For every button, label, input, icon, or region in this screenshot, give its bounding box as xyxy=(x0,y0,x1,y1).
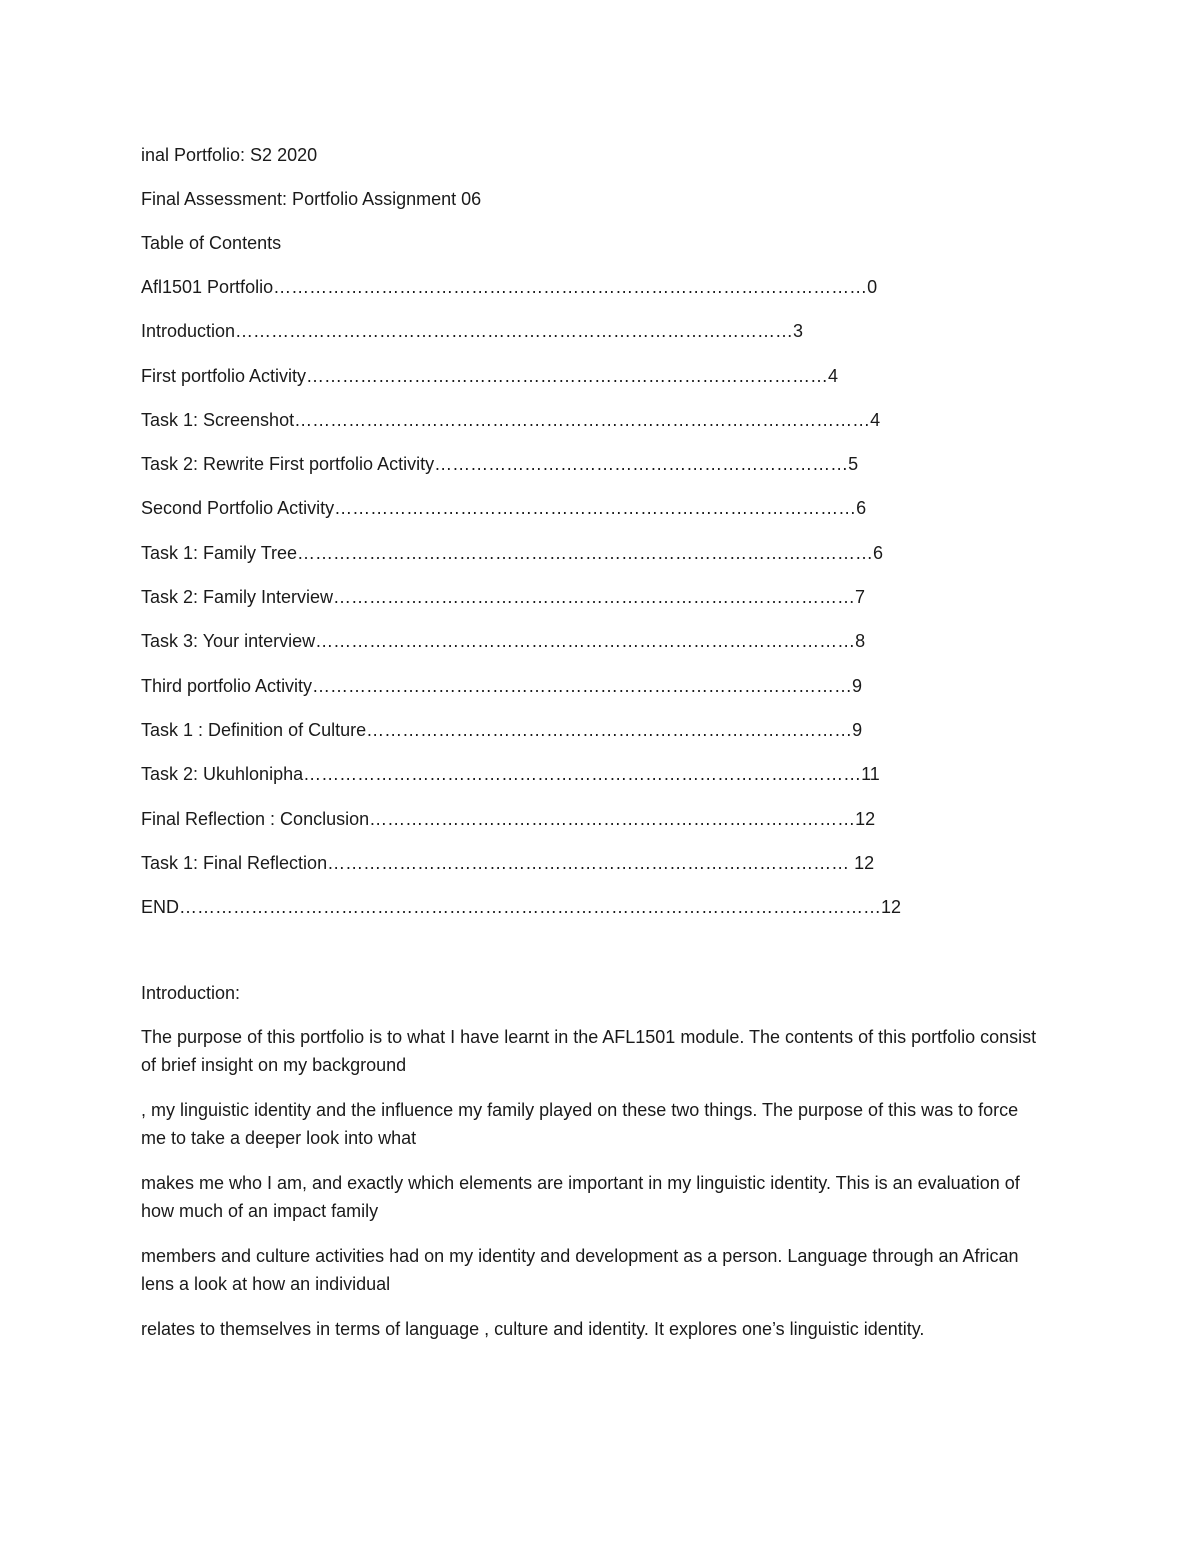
toc-entry: Task 2: Rewrite First portfolio Activity……………………………………………………………5 xyxy=(141,454,859,475)
toc-entry: Introduction…………………………………………………………………………………3 xyxy=(141,321,804,342)
table-of-contents xyxy=(141,273,1051,921)
toc-heading: Table of Contents xyxy=(141,233,282,253)
assessment-title: Final Assessment: Portfolio Assignment 06 xyxy=(141,189,482,209)
introduction-heading: Introduction: xyxy=(141,983,241,1004)
toc-entry: Task 1 : Definition of Culture………………………………………………………………………9 xyxy=(141,719,863,740)
toc-entry: END………………………………………………………………………………………………………12 xyxy=(141,897,902,918)
intro-paragraph: members and culture activities had on my identity and development as a person. Language through an African lens a look at how an individual xyxy=(141,1246,1019,1295)
toc-entry: Task 3: Your interview………………………………………………………………………………8 xyxy=(141,631,866,652)
intro-paragraph: The purpose of this portfolio is to what I have learnt in the AFL1501 module. The contents of this portfolio consist of brief insight on my background xyxy=(141,1027,1037,1076)
toc-entry: Task 2: Family Interview……………………………………………………………………………7 xyxy=(141,587,866,608)
toc-entry: Task 1: Final Reflection…………………………………………………………………………… 12 xyxy=(141,852,875,873)
toc-entry: Afl1501 Portfolio………………………………………………………………………………………0 xyxy=(141,277,878,297)
toc-entry: Task 1: Screenshot……………………………………………………………………………………4 xyxy=(141,409,881,430)
intro-paragraph: makes me who I am, and exactly which elements are important in my linguistic identity. This is an evaluation of how much of an impact family xyxy=(141,1173,1020,1222)
toc-entry: Third portfolio Activity………………………………………………………………………………9 xyxy=(141,675,863,696)
toc-entry: Task 1: Family Tree……………………………………………………………………………………6 xyxy=(141,542,884,563)
document-content xyxy=(141,141,1051,1360)
toc-entry: Second Portfolio Activity……………………………………………………………………………6 xyxy=(141,498,867,519)
intro-paragraph: relates to themselves in terms of language , culture and identity. It explores one’s linguistic identity. xyxy=(141,1319,925,1340)
portfolio-title: inal Portfolio: S2 2020 xyxy=(141,145,318,165)
toc-entry: First portfolio Activity……………………………………………………………………………4 xyxy=(141,365,839,386)
toc-entry: Task 2: Ukuhlonipha…………………………………………………………………………………11 xyxy=(141,764,880,785)
toc-entry: Final Reflection : Conclusion………………………………………………………………………12 xyxy=(141,808,876,829)
intro-paragraph: , my linguistic identity and the influence my family played on these two things. The purpose of this was to force me to take a deeper look into what xyxy=(141,1100,1019,1149)
